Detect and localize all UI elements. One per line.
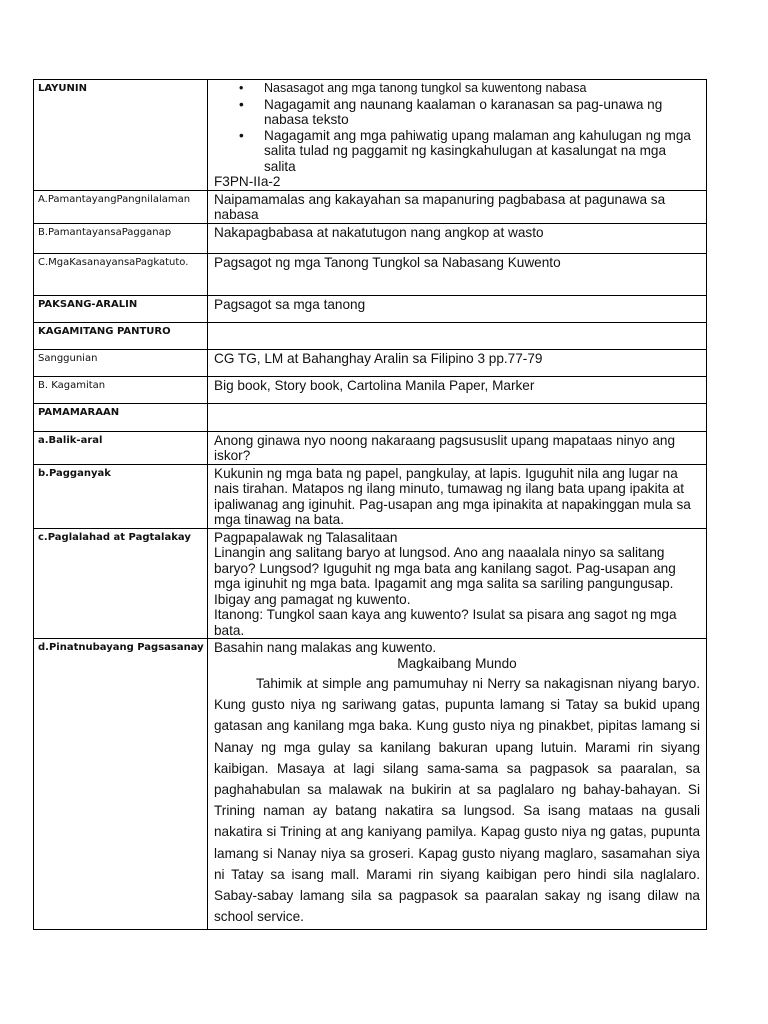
row-label-pagganyak: b.Pagganyak [34, 464, 208, 528]
table-row [34, 403, 707, 431]
pamantayang-pangnilalaman-value: Naipamamalas ang kakayahan sa mapanuring pagbabasa at pagunawa sa nabasa [208, 190, 707, 223]
balik-aral-value: Anong ginawa nyo noong nakaraang pagsususlit upang mapataas ninyo ang iskor? [208, 431, 707, 464]
row-label-kagamitang-panturo: KAGAMITANG PANTURO [34, 322, 208, 349]
objective-item: • Nasasagot ang mga tanong tungkol sa kuwentong nabasa [264, 81, 700, 97]
row-label-balik-aral: a.Balik-aral [34, 431, 208, 464]
table-row [34, 464, 707, 528]
story-text: Tahimik at simple ang pamumuhay ni Nerry sa nakagisnan niyang baryo. Kung gusto niya ng sariwang gatas, pupunta lamang si Tatay sa bukid upang gatasan ang kanilang mga baka. Kung gusto niya ng pinakbet, pipitas lamang si Nanay ng mga gulay sa kanilang bakuran upang lutuin. Marami rin siyang kaibigan. Masaya at lagi silang sama-sama sa pagpasok sa paaralan, sa paghahabulan sa malawak na bukirin at sa paglalaro ng bahay-bahayan. Si Trining naman ay batang nakatira sa lungsod. Sa isang mataas na gusali nakatira si Trining at ang kaniyang pamilya. Kapag gusto niya ng gatas, pupunta lamang si Nanay niya sa groseri. Kapag gusto niyang maglaro, sasamahan siya ni Tatay sa isang mall. Marami rin siyang kaibigan pero hindi sila naglalaro. Sabay-sabay lamang sila sa pagpasok sa paaralan sakay ng isang dilaw na school service. [214, 676, 700, 925]
row-label-kasanayan: C.MgaKasanayansaPagkatuto. [34, 253, 208, 295]
table-row [34, 376, 707, 403]
row-label-sanggunian: Sanggunian [34, 349, 208, 376]
paksang-aralin-value: Pagsagot sa mga tanong [208, 295, 707, 322]
table-row [34, 80, 707, 191]
table-row [34, 528, 707, 639]
pamamaraan-value [208, 403, 707, 431]
competency-code: F3PN-IIa-2 [214, 174, 281, 189]
table-row [34, 349, 707, 376]
row-label-pinatnubayang-pagsasanay: d.Pinatnubayang Pagsasanay [34, 639, 208, 930]
table-row [34, 295, 707, 322]
lesson-plan-table [33, 79, 707, 930]
paglalahad-content [208, 528, 707, 639]
story-intro: Basahin nang malakas ang kuwento. [214, 640, 437, 655]
kagamitang-panturo-value [208, 322, 707, 349]
paglalahad-line: Itanong: Tungkol saan kaya ang kuwento? Isulat sa pisara ang sagot ng mga bata. [214, 607, 677, 638]
row-label-paksang-aralin: PAKSANG-ARALIN [34, 295, 208, 322]
pinatnubayang-pagsasanay-content [208, 639, 707, 930]
table-row [34, 639, 707, 930]
paglalahad-line: Linangin ang salitang baryo at lungsod. Ano ang naaalala ninyo sa salitang baryo? Lungsod? Iguguhit ng mga bata ang kanilang sagot. Pag-usapan ang mga iginuhit ng mga bata. Ipagamit ang mga salita sa sariling pangungusap. [214, 545, 676, 591]
table-row [34, 322, 707, 349]
pamantayan-sa-pagganap-value: Nakapagbabasa at nakatutugon nang angkop at wasto [208, 223, 707, 253]
sanggunian-value: CG TG, LM at Bahanghay Aralin sa Filipino 3 pp.77-79 [208, 349, 707, 376]
objective-item: • Nagagamit ang naunang kaalaman o karanasan sa pag-unawa ng nabasa teksto [264, 97, 700, 128]
pagganyak-value: Kukunin ng mga bata ng papel, pangkulay, at lapis. Iguguhit nila ang lugar na nais tirahan. Matapos ng ilang minuto, tumawag ng ilang bata upang ipakita at ipaliwanag ang iginuhit. Pag-usapan ang mga ipinakita at napakinggan mula sa mga tinawag na bata. [208, 464, 707, 528]
story-title: Magkaibang Mundo [397, 655, 517, 671]
row-label-pamamaraan: PAMAMARAAN [34, 403, 208, 431]
row-label-pamantayang-pangnilalaman: A.PamantayangPangnilalaman [34, 190, 208, 223]
kagamitan-value: Big book, Story book, Cartolina Manila Paper, Marker [208, 376, 707, 403]
paglalahad-line: Pagpapalawak ng Talasalitaan [214, 529, 398, 545]
kasanayan-value: Pagsagot ng mga Tanong Tungkol sa Nabasang Kuwento [208, 253, 707, 295]
layunin-content [208, 80, 707, 191]
table-row [34, 253, 707, 295]
row-label-kagamitan: B. Kagamitan [34, 376, 208, 403]
objectives-list [214, 81, 700, 174]
lesson-plan-sheet [33, 79, 707, 930]
row-label-paglalahad: c.Paglalahad at Pagtalakay [34, 528, 208, 639]
objective-item: • Nagagamit ang mga pahiwatig upang malaman ang kahulugan ng mga salita tulad ng paggamit ng kasingkahulugan at kasalungat na mga salita [264, 128, 700, 175]
row-label-pamantayan-sa-pagganap: B.PamantayansaPagganap [34, 223, 208, 253]
row-label-layunin: LAYUNIN [34, 80, 208, 191]
table-row [34, 431, 707, 464]
paglalahad-line: Ibigay ang pamagat ng kuwento. [214, 591, 411, 607]
table-row [34, 190, 707, 223]
table-row [34, 223, 707, 253]
